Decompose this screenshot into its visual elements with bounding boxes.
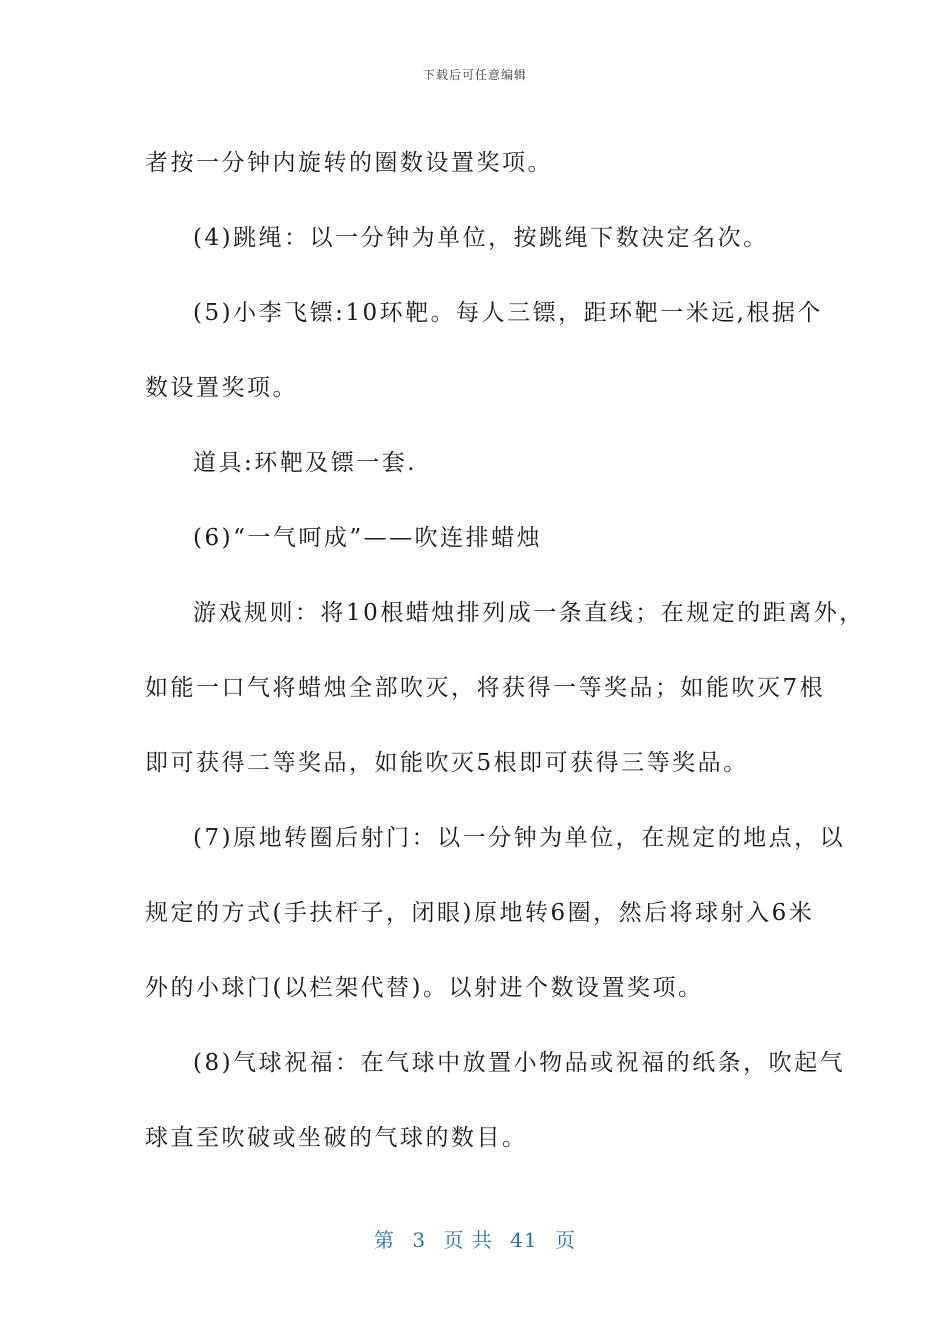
footer-prefix: 第 [374,1228,395,1252]
text-line: 即可获得二等奖品，如能吹灭5根即可获得三等奖品。 [145,750,749,776]
text-line: 游戏规则：将10根蜡烛排列成一条直线；在规定的距离外， [193,600,865,626]
total-pages-number: 41 [510,1228,538,1252]
text-line: 如能一口气将蜡烛全部吹灭，将获得一等奖品；如能吹灭7根 [145,675,826,701]
page-header: 下载后可任意编辑 [422,68,527,82]
text-line: 球直至吹破或坐破的气球的数目。 [145,1125,528,1151]
text-line: 数设置奖项。 [145,375,298,401]
current-page-number: 3 [412,1228,427,1252]
text-line: 外的小球门(以栏架代替)。以射进个数设置奖项。 [145,975,704,1001]
text-line: 者按一分钟内旋转的圈数设置奖项。 [145,150,553,176]
text-line: 规定的方式(手扶杆子，闭眼)原地转6圈，然后将球射入6米 [145,900,815,926]
text-line: (8)气球祝福：在气球中放置小物品或祝福的纸条，吹起气 [193,1050,846,1076]
text-line: (4)跳绳：以一分钟为单位，按跳绳下数决定名次。 [193,225,769,251]
footer-middle: 页 共 [443,1228,493,1252]
text-line: (6)“一气呵成”——吹连排蜡烛 [193,525,543,551]
text-line: (7)原地转圈后射门：以一分钟为单位，在规定的地点，以 [193,825,846,851]
footer-suffix: 页 [554,1228,576,1252]
page-footer [0,1224,950,1253]
text-line: (5)小李飞镖:10环靶。每人三镖，距环靶一米远,根据个 [193,300,823,326]
text-line: 道具:环靶及镖一套. [193,450,418,476]
document-body [145,126,865,1176]
